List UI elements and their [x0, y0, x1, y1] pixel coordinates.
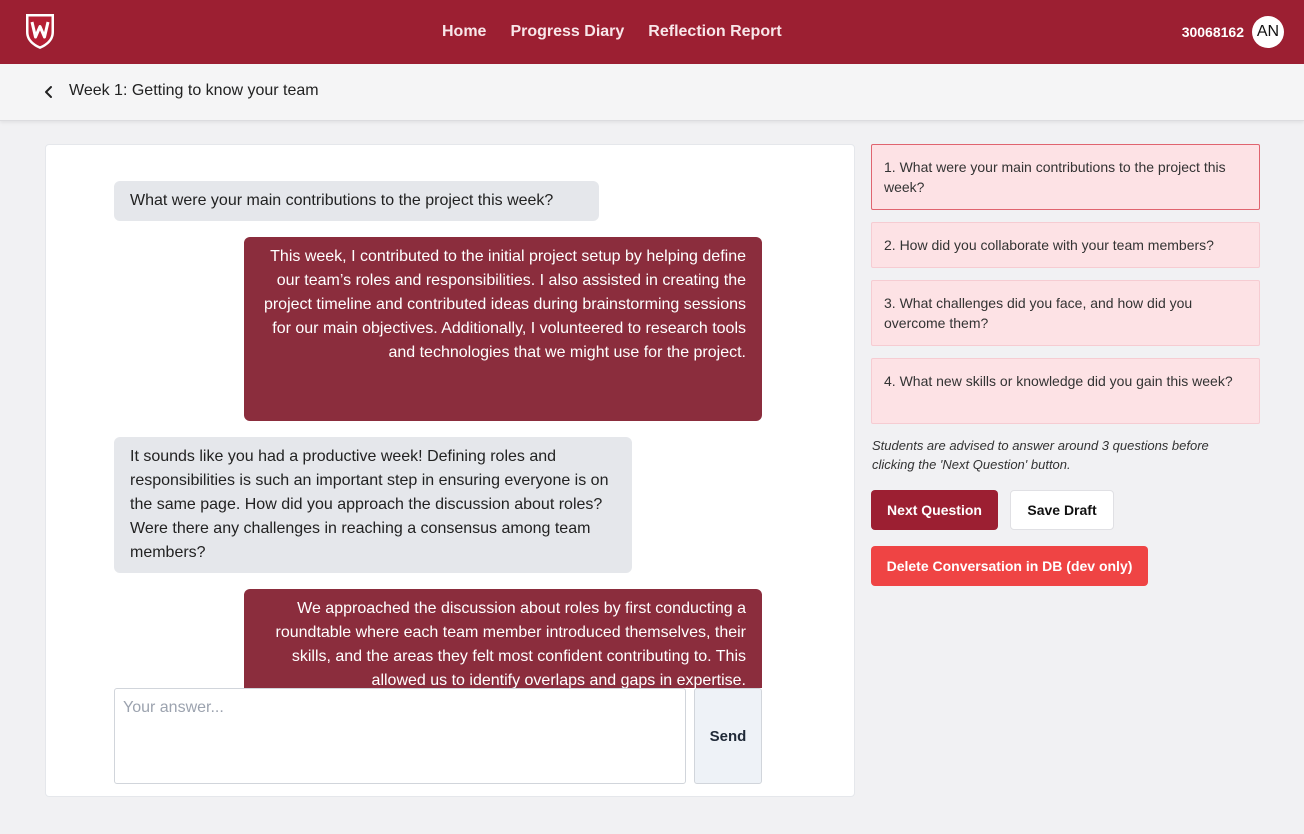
nav-home-link[interactable]: Home: [442, 23, 487, 40]
user-answer-bubble: We approached the discussion about roles by first conducting a roundtable where each team member introduced themselves, their skills, and the areas they felt most confident contributing to. This allowed us to identify overlaps and gaps in expertise.: [244, 589, 762, 688]
question-item-2[interactable]: 2. How did you collaborate with your team members?: [871, 222, 1260, 268]
user-id: 30068162: [1181, 24, 1244, 40]
next-question-button[interactable]: Next Question: [871, 490, 998, 530]
save-draft-button[interactable]: Save Draft: [1010, 490, 1114, 530]
back-chevron-icon[interactable]: [40, 82, 58, 102]
bot-question-bubble: What were your main contributions to the project this week?: [114, 181, 599, 221]
send-button[interactable]: Send: [694, 688, 762, 784]
question-item-4[interactable]: 4. What new skills or knowledge did you gain this week?: [871, 358, 1260, 424]
chat-panel: [45, 144, 855, 797]
question-item-1[interactable]: 1. What were your main contributions to the project this week?: [871, 144, 1260, 210]
university-logo-icon[interactable]: [24, 12, 56, 50]
bot-question-bubble: It sounds like you had a productive week! Defining roles and responsibilities is such an important step in ensuring everyone is on the same page. How did you approach the discussion about roles? Were there any challenges in reaching a consensus among team members?: [114, 437, 632, 573]
avatar[interactable]: AN: [1252, 16, 1284, 48]
user-area: [1182, 16, 1284, 48]
top-nav-bar: [0, 0, 1304, 64]
user-answer-bubble: This week, I contributed to the initial project setup by helping define our team’s roles and responsibilities. I also assisted in creating the project timeline and contributed ideas during brainstorming sessions for our main objectives. Additionally, I volunteered to research tools and technologies that we might use for the project.: [244, 237, 762, 421]
message-list[interactable]: [46, 145, 854, 688]
question-item-3[interactable]: 3. What challenges did you face, and how did you overcome them?: [871, 280, 1260, 346]
main-nav: [442, 0, 782, 64]
delete-conversation-button[interactable]: Delete Conversation in DB (dev only): [871, 546, 1148, 586]
answer-hint-text: Students are advised to answer around 3 questions before clicking the 'Next Question' button.: [872, 438, 1209, 472]
nav-reflection-report-link[interactable]: Reflection Report: [648, 23, 782, 40]
page-title: Week 1: Getting to know your team: [69, 82, 319, 99]
answer-input[interactable]: [114, 688, 686, 784]
page-header: [0, 64, 1304, 121]
nav-progress-diary-link[interactable]: Progress Diary: [510, 23, 625, 40]
